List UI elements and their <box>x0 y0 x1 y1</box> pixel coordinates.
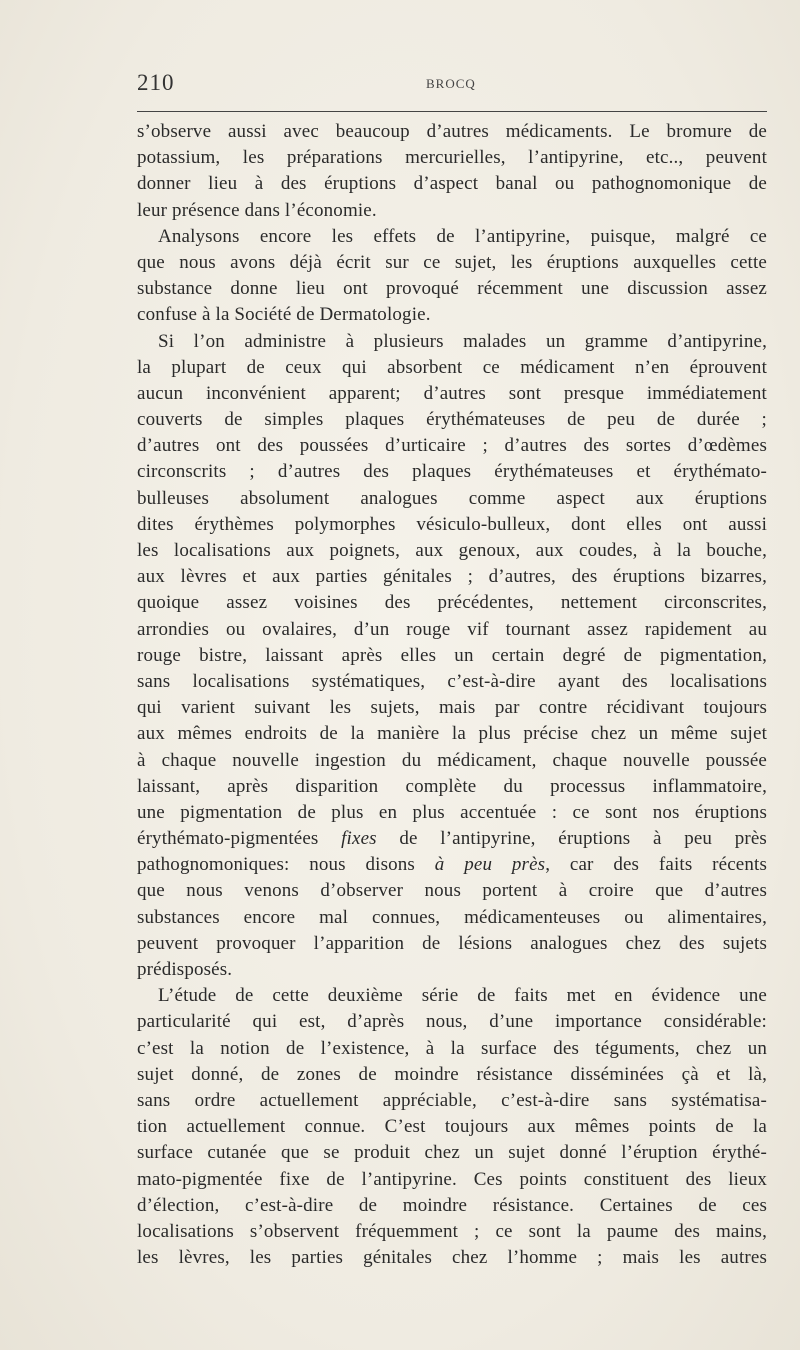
text-line: une pigmentation de plus en plus accentuée : ce sont nos éruptions <box>137 801 767 823</box>
italic-phrase: à peu près <box>434 854 546 876</box>
text-line: L’étude de cette deuxième série de faits met en évidence une <box>158 985 767 1007</box>
text-line: les lèvres, les parties génitales chez l’homme ; mais les autres <box>137 1247 767 1269</box>
text-line: quoique assez voisines des précédentes, nettement circonscrites, <box>137 592 767 614</box>
text-run: de l’antipyrine, éruptions à peu près <box>376 828 767 850</box>
text-line: couverts de simples plaques érythémateuses de peu de durée ; <box>137 409 767 431</box>
text-line: aux mêmes endroits de la manière la plus précise chez un même sujet <box>137 723 767 745</box>
text-line: aux lèvres et aux parties génitales ; d’autres, des éruptions bizarres, <box>137 566 767 588</box>
text-line: la plupart de ceux qui absorbent ce médicament n’en éprouvent <box>137 356 767 378</box>
text-run: érythémato-pigmentées <box>137 828 342 850</box>
text-line: laissant, après disparition complète du processus inflammatoire, <box>137 775 767 797</box>
page-header <box>137 70 767 104</box>
text-line: confuse à la Société de Dermatologie. <box>137 304 431 326</box>
italic-word: fixes <box>341 828 377 850</box>
text-line: que nous avons déjà écrit sur ce sujet, les éruptions auxquelles cette <box>137 251 767 273</box>
text-line: aucun inconvénient apparent; d’autres sont presque immédiatement <box>137 382 767 404</box>
text-line: que nous venons d’observer nous portent à croire que d’autres <box>137 880 767 902</box>
page-number: 210 <box>137 70 175 95</box>
text-line <box>137 826 767 852</box>
text-line: substance donne lieu ont provoqué récemment une discussion assez <box>137 278 767 300</box>
text-line: les localisations aux poignets, aux genoux, aux coudes, à la bouche, <box>137 540 767 561</box>
text-line: mato-pigmentée fixe de l’antipyrine. Ces points constituent des lieux <box>137 1168 767 1190</box>
text-line <box>137 852 767 878</box>
text-line: surface cutanée que se produit chez un sujet donné l’éruption érythé- <box>137 1142 767 1164</box>
text-line: donner lieu à des éruptions d’aspect banal ou pathognomonique de <box>137 173 767 195</box>
text-line: rouge bistre, laissant après elles un certain degré de pigmentation, <box>137 644 767 666</box>
text-line: arrondies ou ovalaires, d’un rouge vif tournant assez rapidement au <box>137 618 767 640</box>
text-line: tion actuellement connue. C’est toujours aux mêmes points de la <box>137 1116 767 1138</box>
text-line: dites érythèmes polymorphes vésiculo-bulleux, dont elles ont aussi <box>137 513 767 535</box>
text-run: , car des faits récents <box>545 854 767 876</box>
text-line: prédisposés. <box>137 959 233 980</box>
text-line: bulleuses absolument analogues comme aspect aux éruptions <box>137 487 767 509</box>
text-line: sans ordre actuellement appréciable, c’est-à-dire sans systématisa- <box>137 1089 767 1111</box>
text-line: substances encore mal connues, médicamenteuses ou alimentaires, <box>137 906 767 928</box>
text-line: d’autres ont des poussées d’urticaire ; d’autres des sortes d’œdèmes <box>137 435 767 457</box>
text-line: c’est la notion de l’existence, à la surface des téguments, chez un <box>137 1037 767 1059</box>
text-line: sans localisations systématiques, c’est-à-dire ayant des localisations <box>137 670 767 692</box>
text-line: à chaque nouvelle ingestion du médicament, chaque nouvelle poussée <box>137 749 767 771</box>
text-line: Analysons encore les effets de l’antipyrine, puisque, malgré ce <box>158 225 767 247</box>
body-text <box>137 119 767 1271</box>
text-line: qui varient suivant les sujets, mais par contre récidivant toujours <box>137 697 767 719</box>
running-head: BROCQ <box>426 76 476 91</box>
text-line: leur présence dans l’économie. <box>137 199 377 221</box>
header-rule <box>137 111 767 112</box>
text-run: pathognomoniques: nous disons <box>137 854 435 876</box>
text-line: d’élection, c’est-à-dire de moindre résistance. Certaines de ces <box>137 1194 767 1216</box>
text-line: peuvent provoquer l’apparition de lésions analogues chez des sujets <box>137 932 767 954</box>
text-line: localisations s’observent fréquemment ; ce sont la paume des mains, <box>137 1220 767 1242</box>
text-line: sujet donné, de zones de moindre résistance disséminées çà et là, <box>137 1063 767 1085</box>
text-line: s’observe aussi avec beaucoup d’autres médicaments. Le bromure de <box>137 121 767 142</box>
text-line: circonscrits ; d’autres des plaques érythémateuses et érythémato- <box>137 461 767 483</box>
text-line: particularité qui est, d’après nous, d’une importance considérable: <box>137 1011 767 1033</box>
text-line: Si l’on administre à plusieurs malades un gramme d’antipyrine, <box>158 330 767 352</box>
text-line: potassium, les préparations mercurielles, l’antipyrine, etc.., peuvent <box>137 147 767 169</box>
